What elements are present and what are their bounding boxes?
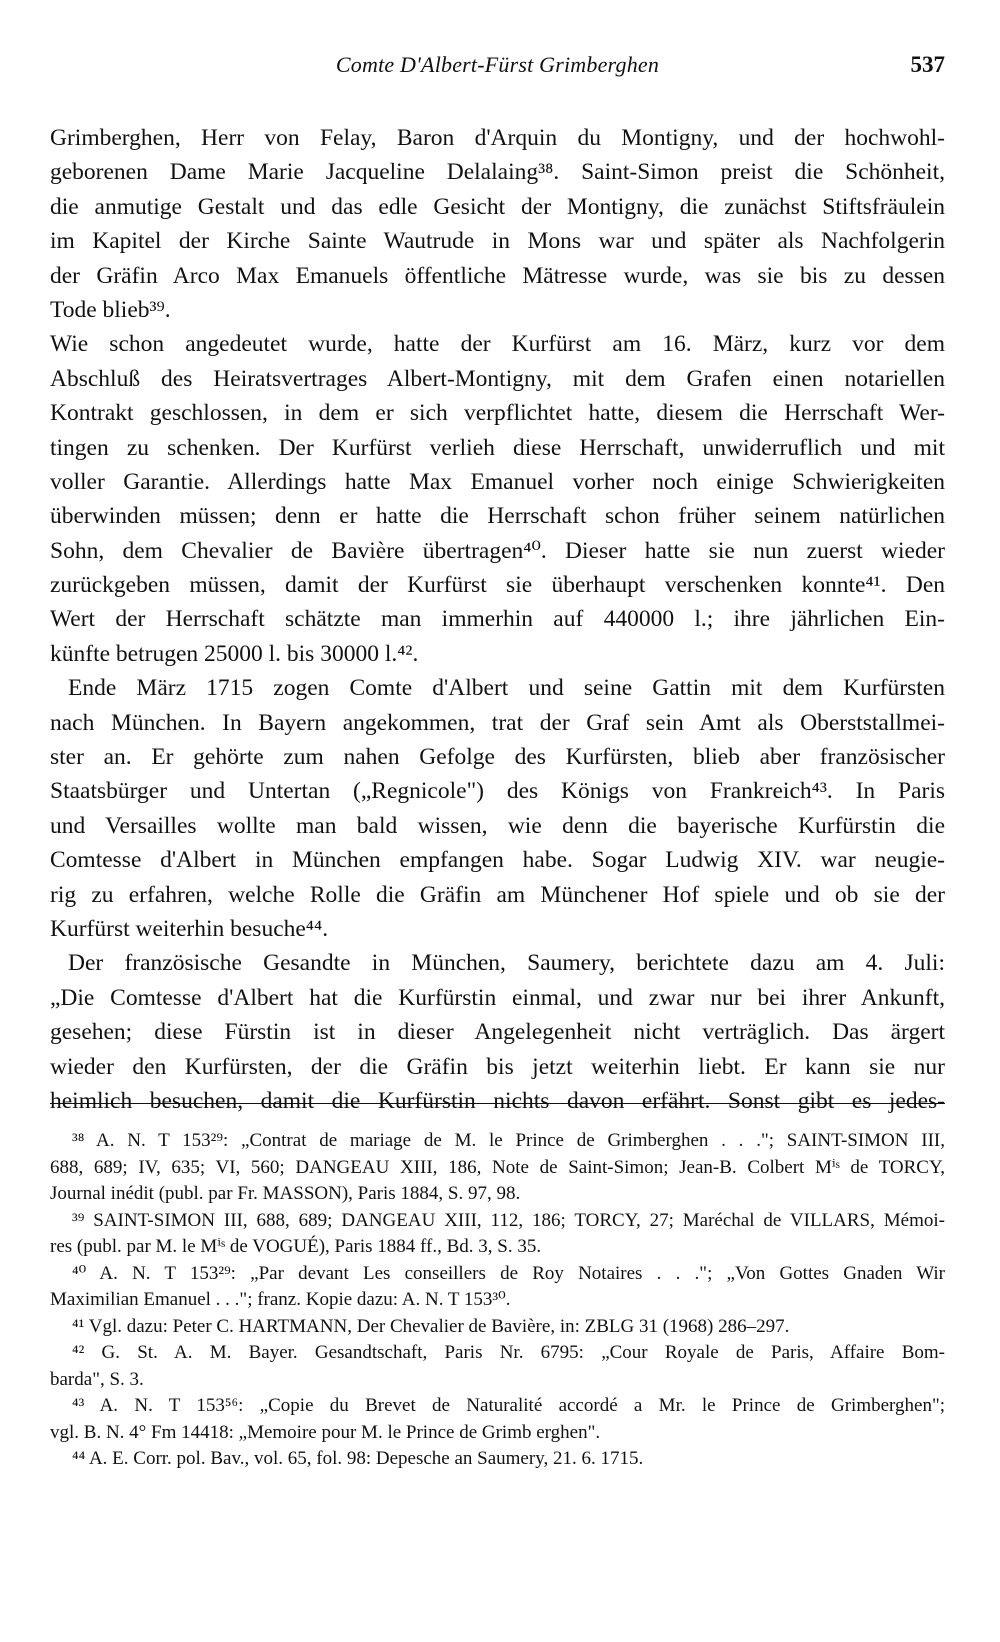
- body-line: wieder den Kurfürsten, der die Gräfin bis jetzt weiterhin liebt. Er kann sie nur: [50, 1053, 945, 1080]
- body-line: Comtesse d'Albert in München empfangen habe. Sogar Ludwig XIV. war neugie-: [50, 847, 945, 874]
- body-line: rig zu erfahren, welche Rolle die Gräfin am Münchener Hof spiele und ob sie der: [50, 881, 945, 908]
- footnotes: [50, 1128, 945, 1473]
- body-line: gesehen; diese Fürstin ist in dieser Angelegenheit nicht verträglich. Das ärgert: [50, 1019, 945, 1046]
- body-line: die anmutige Gestalt und das edle Gesicht der Montigny, die zunächst Stiftsfräulein: [50, 193, 945, 220]
- footnote-line: ³⁸ A. N. T 153²⁹: „Contrat de mariage de M. le Prince de Grimberghen . . ."; SAINT-SIMON III,: [72, 1130, 945, 1151]
- body-line: der Gräfin Arco Max Emanuels öffentliche Mätresse wurde, was sie bis zu dessen: [50, 262, 945, 289]
- footnote-line: Journal inédit (publ. par Fr. MASSON), Paris 1884, S. 97, 98.: [50, 1183, 521, 1204]
- body-line: Der französische Gesandte in München, Saumery, berichtete dazu am 4. Juli:: [68, 950, 945, 977]
- body-line: geborenen Dame Marie Jacqueline Delalaing³⁸. Saint-Simon preist die Schönheit,: [50, 159, 945, 186]
- body-line: tingen zu schenken. Der Kurfürst verlieh diese Herrschaft, unwiderruflich und mit: [50, 434, 945, 461]
- footnote-line: 688, 689; IV, 635; VI, 560; DANGEAU XIII, 186, Note de Saint-Simon; Jean-B. Colbert Mⁱˢ de TORCY,: [50, 1156, 945, 1178]
- body-line: überwinden müssen; denn er hatte die Herrschaft schon früher seinem natürlichen: [50, 503, 945, 530]
- footnote-line: ⁴² G. St. A. M. Bayer. Gesandtschaft, Paris Nr. 6795: „Cour Royale de Paris, Affaire Bom-: [72, 1342, 945, 1363]
- body-line: Grimberghen, Herr von Felay, Baron d'Arquin du Montigny, und der hochwohl-: [50, 125, 945, 151]
- footnote-line: ⁴⁰ A. N. T 153²⁹: „Par devant Les conseillers de Roy Notaires . . ."; „Von Gottes Gnaden Wir: [72, 1262, 945, 1284]
- body-line: voller Garantie. Allerdings hatte Max Emanuel vorher noch einige Schwierigkeiten: [50, 468, 945, 495]
- body-line: Staatsbürger und Untertan („Regnicole") des Königs von Frankreich⁴³. In Paris: [50, 778, 945, 805]
- body-line: im Kapitel der Kirche Sainte Wautrude in Mons war und später als Nachfolgerin: [50, 228, 945, 255]
- body-line: Kontrakt geschlossen, in dem er sich verpflichtet hatte, diesem die Herrschaft Wer-: [50, 400, 945, 427]
- body-line: „Die Comtesse d'Albert hat die Kurfürstin einmal, und zwar nur bei ihrer Ankunft,: [50, 984, 945, 1011]
- footnote-line: ³⁹ SAINT-SIMON III, 688, 689; DANGEAU XIII, 112, 186; TORCY, 27; Maréchal de VILLARS, Mémoi-: [72, 1209, 945, 1231]
- footnote-line: Maximilian Emanuel . . ."; franz. Kopie dazu: A. N. T 153³⁰.: [50, 1289, 511, 1310]
- page-header: [50, 52, 945, 82]
- body-line: ster an. Er gehörte zum nahen Gefolge des Kurfürsten, blieb aber französischer: [50, 744, 945, 771]
- footnote-line: res (publ. par M. le Mⁱˢ de VOGUÉ), Paris 1884 ff., Bd. 3, S. 35.: [50, 1236, 542, 1257]
- body-line: Abschluß des Heiratsvertrages Albert-Montigny, mit dem Grafen einen notariellen: [50, 365, 945, 392]
- body-line: nach München. In Bayern angekommen, trat der Graf sein Amt als Oberststallmei-: [50, 709, 945, 736]
- body-line: zurückgeben müssen, damit der Kurfürst sie überhaupt verschenken konnte⁴¹. Den: [50, 572, 945, 599]
- body-line: Tode blieb³⁹.: [50, 296, 171, 323]
- body-line: und Versailles wollte man bald wissen, wie denn die bayerische Kurfürstin die: [50, 812, 945, 839]
- body-line: Sohn, dem Chevalier de Bavière übertragen⁴⁰. Dieser hatte sie nun zuerst wieder: [50, 537, 945, 564]
- body-line: Kurfürst weiterhin besuche⁴⁴.: [50, 915, 329, 942]
- body-line: künfte betrugen 25000 l. bis 30000 l.⁴².: [50, 640, 419, 667]
- body-line: Wie schon angedeutet wurde, hatte der Kurfürst am 16. März, kurz vor dem: [50, 331, 945, 358]
- body-line: heimlich besuchen, damit die Kurfürstin nichts davon erfährt. Sonst gibt es jedes-: [50, 1087, 945, 1114]
- body-text: [50, 121, 945, 1118]
- footnote-line: ⁴⁴ A. E. Corr. pol. Bav., vol. 65, fol. 98: Depesche an Saumery, 21. 6. 1715.: [72, 1448, 644, 1469]
- running-title: Comte D'Albert-Fürst Grimberghen: [335, 52, 660, 77]
- body-line: Wert der Herrschaft schätzte man immerhin auf 440000 l.; ihre jährlichen Ein-: [50, 606, 945, 633]
- footnote-line: ⁴¹ Vgl. dazu: Peter C. HARTMANN, Der Chevalier de Bavière, in: ZBLG 31 (1968) 286–297.: [72, 1315, 790, 1337]
- body-line: Ende März 1715 zogen Comte d'Albert und seine Gattin mit dem Kurfürsten: [68, 675, 945, 702]
- footnote-divider: [50, 1103, 945, 1104]
- page-number: 537: [910, 52, 945, 77]
- footnote-line: ⁴³ A. N. T 153⁵⁶: „Copie du Brevet de Naturalité accordé a Mr. le Prince de Grimberghen";: [72, 1395, 945, 1416]
- footnote-line: vgl. B. N. 4° Fm 14418: „Memoire pour M. le Prince de Grimb erghen".: [50, 1421, 601, 1443]
- footnote-line: barda", S. 3.: [50, 1368, 144, 1390]
